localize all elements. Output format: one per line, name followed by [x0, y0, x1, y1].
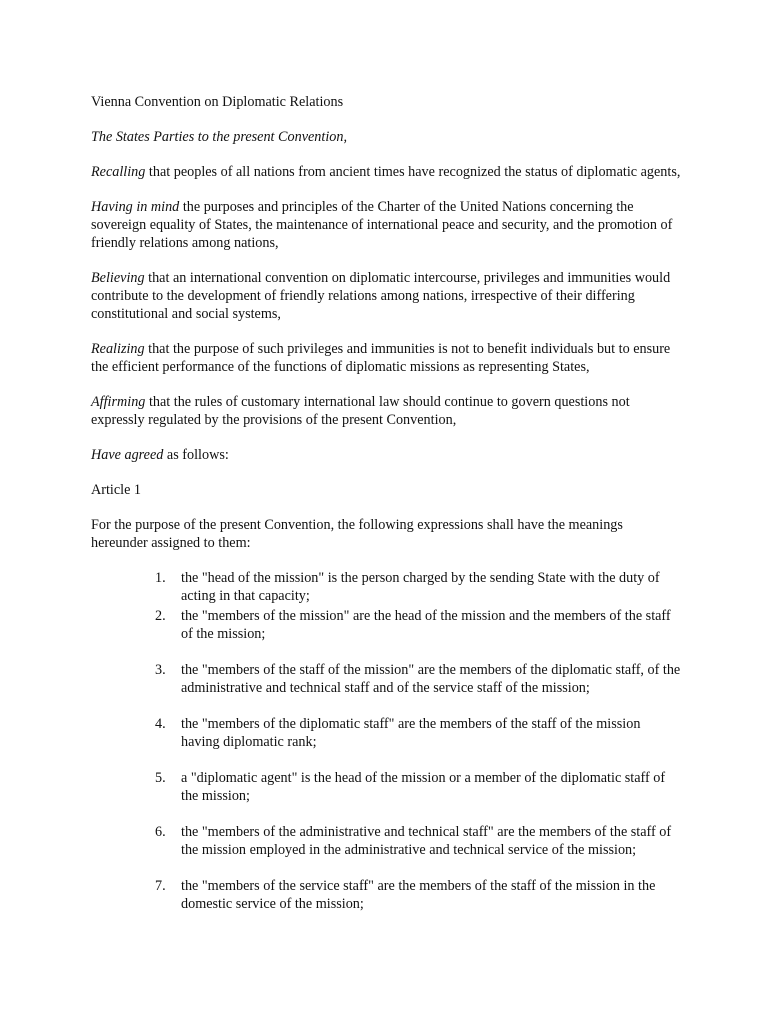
preamble-keyword: Have agreed [91, 447, 164, 463]
parties-line: The States Parties to the present Convention, [91, 129, 347, 145]
preamble-keyword: Recalling [91, 164, 146, 180]
preamble-text: the purposes and principles of the Charter of the United Nations concerning the sovereign equality of States, the maintenance of international peace and security, and the promotion of friendly relations among nations, [91, 199, 673, 251]
article-heading: Article 1 [91, 482, 142, 498]
preamble-have-agreed [91, 446, 681, 464]
list-number: 6. [155, 824, 166, 840]
preamble-having-in-mind [91, 198, 681, 252]
list-text: the "members of the staff of the mission" are the members of the diplomatic staff, of the administrative and technical staff and of the service staff of the mission; [181, 662, 681, 696]
list-text: the "members of the mission" are the head of the mission and the members of the staff of the mission; [181, 608, 671, 642]
list-text: the "head of the mission" is the person charged by the sending State with the duty of acting in that capacity; [181, 570, 660, 604]
definitions-list [91, 569, 681, 913]
preamble-believing [91, 269, 681, 323]
list-number: 3. [155, 662, 166, 678]
list-item [91, 569, 681, 605]
preamble-affirming [91, 393, 681, 429]
preamble-keyword: Affirming [91, 394, 146, 410]
list-text: the "members of the administrative and technical staff" are the members of the staff of the mission employed in the administrative and technical service of the mission; [181, 824, 672, 858]
list-number: 4. [155, 716, 166, 732]
document-page [91, 93, 681, 913]
document-title: Vienna Convention on Diplomatic Relations [91, 94, 344, 110]
preamble-text: that the rules of customary international law should continue to govern questions not expressly regulated by the provisions of the present Convention, [91, 394, 630, 428]
preamble-keyword: Realizing [91, 341, 145, 357]
preamble-keyword: Having in mind [91, 199, 180, 215]
list-item [91, 715, 681, 751]
preamble-keyword: Believing [91, 270, 145, 286]
list-number: 1. [155, 570, 166, 586]
list-item [91, 607, 681, 643]
list-item [91, 661, 681, 697]
list-item [91, 823, 681, 859]
preamble-realizing [91, 340, 681, 376]
preamble-text: that the purpose of such privileges and immunities is not to benefit individuals but to ensure the efficient performance of the functions of diplomatic missions as representing States, [91, 341, 671, 375]
list-text: a "diplomatic agent" is the head of the mission or a member of the diplomatic staff of the mission; [181, 770, 666, 804]
list-item [91, 877, 681, 913]
list-number: 7. [155, 878, 166, 894]
preamble-text: that an international convention on diplomatic intercourse, privileges and immunities would contribute to the development of friendly relations among nations, irrespective of their differing constitutional and social systems, [91, 270, 671, 322]
list-number: 2. [155, 608, 166, 624]
preamble-recalling [91, 163, 681, 181]
list-text: the "members of the service staff" are the members of the staff of the mission in the domestic service of the mission; [181, 878, 656, 912]
article-intro: For the purpose of the present Convention, the following expressions shall have the meanings hereunder assigned to them: [91, 517, 623, 551]
list-item [91, 769, 681, 805]
preamble-text: that peoples of all nations from ancient times have recognized the status of diplomatic agents, [145, 164, 681, 180]
list-text: the "members of the diplomatic staff" are the members of the staff of the mission having diplomatic rank; [181, 716, 641, 750]
preamble-text: as follows: [163, 447, 229, 463]
list-number: 5. [155, 770, 166, 786]
